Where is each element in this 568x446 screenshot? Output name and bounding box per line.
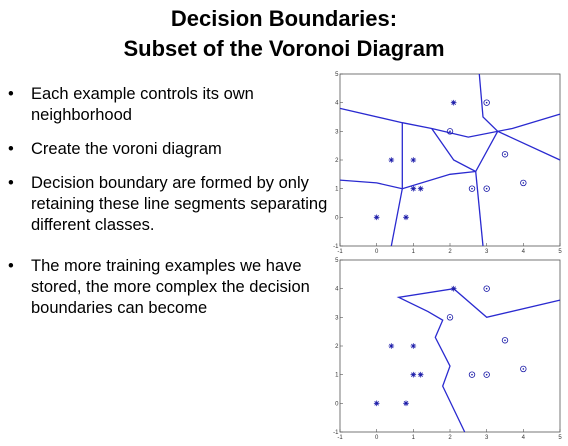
x-tick-label: 5: [558, 249, 562, 255]
x-tick-label: 3: [484, 249, 489, 255]
y-tick-label: 0: [335, 215, 339, 222]
decision-boundary-plot: [332, 256, 564, 442]
circle-marker-dot: [449, 317, 451, 319]
x-tick-label: 0: [374, 249, 379, 255]
title-line-1: Decision Boundaries:: [170, 6, 398, 31]
x-tick-label: 0: [374, 435, 379, 441]
star-marker: [451, 286, 457, 292]
bullet-item: [8, 173, 328, 236]
y-tick-label: 2: [335, 344, 339, 350]
y-tick-label: 2: [335, 158, 339, 164]
star-marker: [389, 157, 395, 163]
y-tick-label: 4: [335, 286, 339, 293]
star-marker: [403, 401, 409, 407]
circle-marker-dot: [471, 374, 473, 376]
bullet-dot-icon: •: [8, 85, 14, 103]
bullet-dot-icon: •: [8, 257, 14, 275]
y-tick-label: 3: [335, 315, 339, 322]
circle-marker-dot: [523, 368, 525, 370]
star-marker: [411, 157, 417, 163]
star-marker: [418, 186, 424, 192]
x-tick-label: 5: [558, 435, 562, 441]
star-marker: [374, 215, 380, 221]
circle-marker-dot: [486, 102, 488, 104]
y-tick-label: 3: [335, 129, 339, 136]
circle-marker-dot: [504, 153, 506, 155]
y-tick-label: 4: [335, 100, 339, 107]
x-tick-label: 2: [448, 435, 452, 441]
circle-marker-dot: [523, 182, 525, 184]
x-tick-label: -1: [337, 249, 343, 255]
bullet-text: Create the voroni diagram: [31, 140, 222, 158]
x-tick-label: 4: [521, 249, 526, 255]
bullet-dot-icon: •: [8, 140, 14, 158]
y-tick-label: 0: [335, 401, 339, 408]
circle-marker-dot: [486, 188, 488, 190]
y-tick-label: -1: [333, 430, 339, 436]
bullet-text: Decision boundary are formed by only retaining these line segments separating different classes.: [31, 174, 328, 234]
star-marker: [389, 343, 395, 349]
bullet-item: [8, 84, 328, 126]
star-marker: [403, 215, 409, 221]
x-tick-label: 4: [521, 435, 526, 441]
voronoi-diagram-plot: [332, 70, 564, 256]
circle-marker-dot: [471, 188, 473, 190]
plot-frame: [340, 74, 560, 246]
star-marker: [411, 343, 417, 349]
chart-svg: [332, 70, 564, 256]
bullet-list: [8, 84, 328, 332]
star-marker: [411, 372, 417, 378]
y-tick-label: 5: [335, 72, 339, 78]
x-tick-label: -1: [337, 435, 343, 441]
y-tick-label: 5: [335, 258, 339, 264]
bullet-item: [8, 139, 328, 160]
y-tick-label: 1: [335, 186, 339, 193]
bullet-text: Each example controls its own neighborhood: [31, 85, 254, 124]
plot-frame: [340, 260, 560, 432]
circle-marker-dot: [504, 339, 506, 341]
star-marker: [411, 186, 417, 192]
y-tick-label: -1: [333, 244, 339, 250]
circle-marker-dot: [486, 288, 488, 290]
y-tick-label: 1: [335, 372, 339, 379]
title-line-2: Subset of the Voronoi Diagram: [123, 36, 445, 61]
star-marker: [451, 100, 457, 106]
circle-marker-dot: [449, 131, 451, 133]
bullet-text: The more training examples we have stored, the more complex the decision boundaries can become: [31, 257, 310, 317]
star-marker: [418, 372, 424, 378]
star-marker: [374, 401, 380, 407]
slide-title: [0, 4, 568, 64]
chart-svg: [332, 256, 564, 442]
bullet-dot-icon: •: [8, 174, 14, 192]
x-tick-label: 3: [484, 435, 489, 441]
x-tick-label: 1: [411, 435, 416, 441]
bullet-item: [8, 256, 328, 319]
x-tick-label: 2: [448, 249, 452, 255]
circle-marker-dot: [486, 374, 488, 376]
x-tick-label: 1: [411, 249, 416, 255]
